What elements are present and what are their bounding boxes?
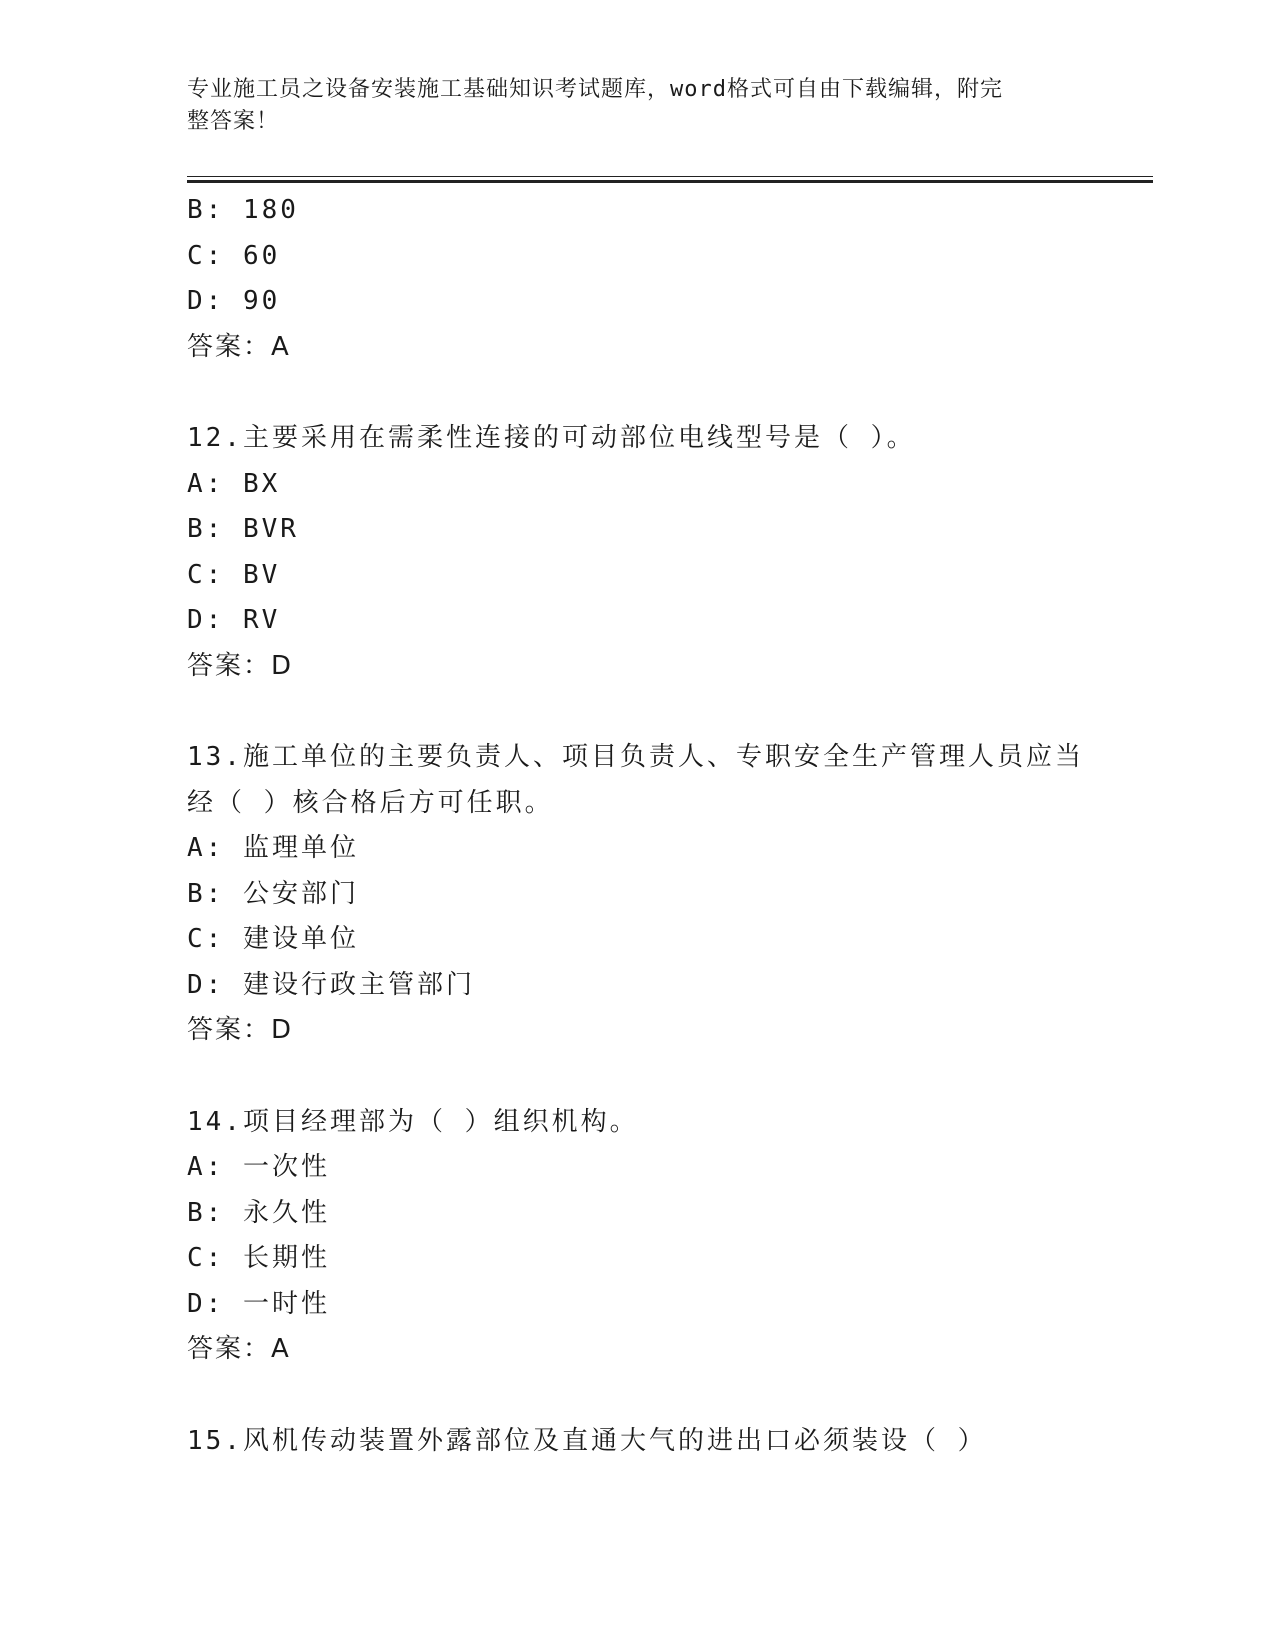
header-line-1: 专业施工员之设备安装施工基础知识考试题库，word格式可自由下载编辑，附完 [187, 77, 1003, 102]
option-c: C: 长期性 [187, 1243, 330, 1273]
question-stem-line-2: 经（ ）核合格后方可任职。 [187, 787, 554, 818]
option-c: C: 60 [187, 240, 281, 271]
question-13 [187, 735, 1087, 1054]
question-list [187, 188, 1087, 1464]
question-11-continued [187, 188, 1087, 370]
question-stem: 12.主要采用在需柔性连接的可动部位电线型号是（ ）。 [187, 423, 916, 453]
spacer [187, 689, 1087, 735]
option-b: B: BVR [187, 514, 299, 544]
question-stem-line-1: 13.施工单位的主要负责人、项目负责人、专职安全生产管理人员应当 [187, 742, 1084, 772]
option-d: D: 建设行政主管部门 [187, 969, 475, 1000]
answer-line: 答案：A [187, 331, 291, 362]
question-12 [187, 416, 1087, 689]
option-c: C: 建设单位 [187, 924, 359, 954]
header-line-2: 整答案！ [187, 109, 280, 134]
header-divider-thin [187, 176, 1153, 177]
option-b: B: 永久性 [187, 1197, 330, 1228]
spacer [187, 1054, 1087, 1100]
question-14 [187, 1100, 1087, 1373]
option-b: B: 公安部门 [187, 878, 359, 909]
document-header [187, 74, 1067, 138]
spacer [187, 1373, 1087, 1419]
answer-line: 答案：A [187, 1334, 291, 1364]
option-a: A: 监理单位 [187, 833, 359, 863]
answer-line: 答案：D [187, 650, 294, 681]
option-d: D: 90 [187, 286, 281, 316]
answer-line: 答案：D [187, 1015, 294, 1045]
option-b: B: 180 [187, 195, 299, 225]
question-15 [187, 1419, 1087, 1465]
option-d: D: RV [187, 605, 281, 635]
spacer [187, 370, 1087, 416]
header-divider-thick [187, 180, 1153, 183]
option-a: A: 一次性 [187, 1152, 330, 1182]
option-d: D: 一时性 [187, 1288, 330, 1319]
option-a: A: BX [187, 468, 281, 499]
option-c: C: BV [187, 559, 281, 590]
question-stem: 14.项目经理部为（ ）组织机构。 [187, 1106, 639, 1137]
question-stem: 15.风机传动装置外露部位及直通大气的进出口必须装设（ ） [187, 1425, 987, 1456]
